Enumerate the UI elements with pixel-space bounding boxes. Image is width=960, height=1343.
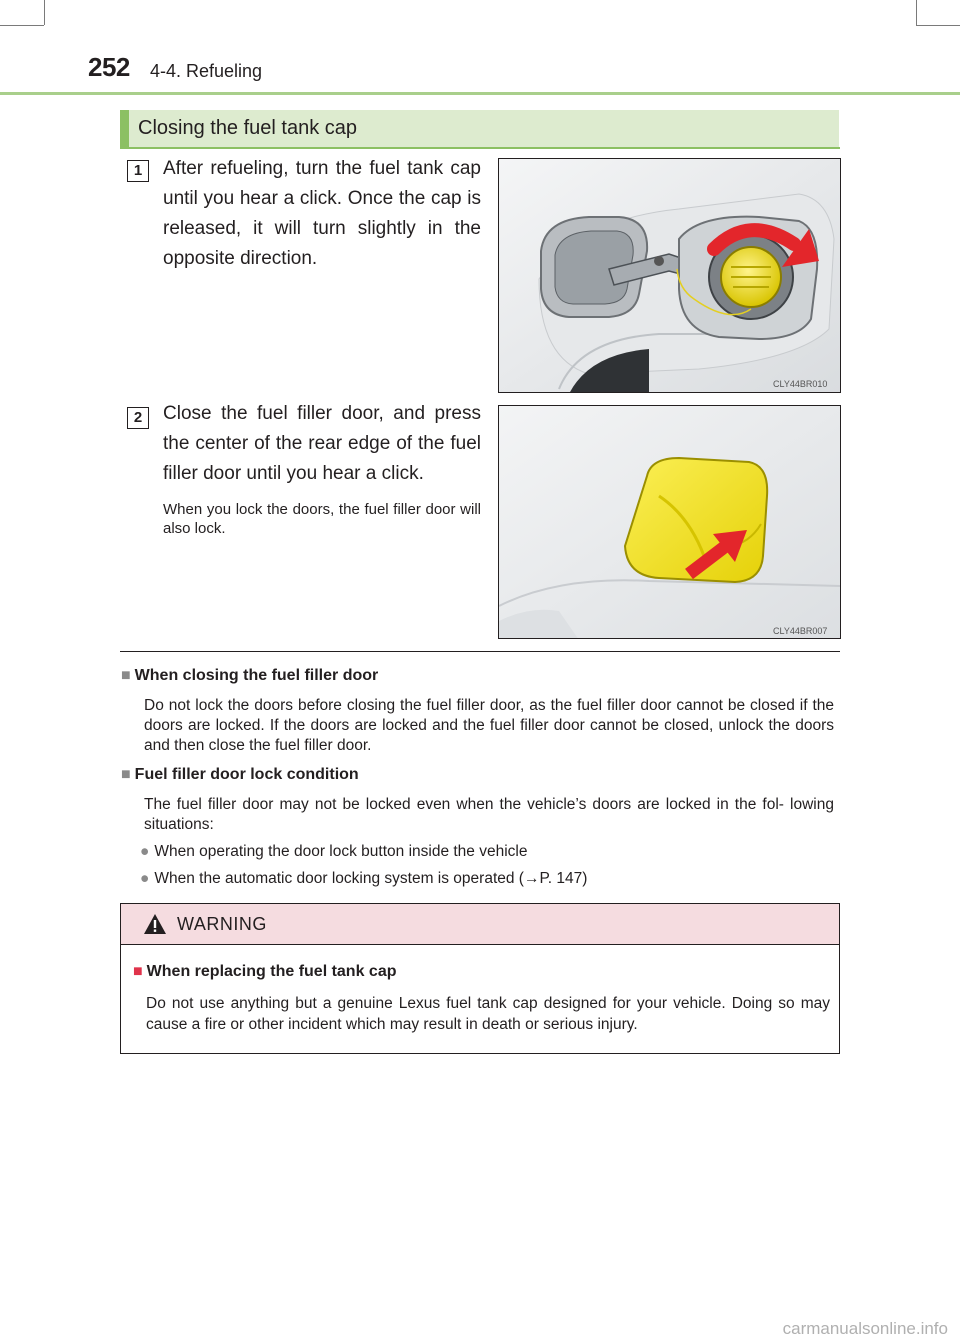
- bullet-dot-icon: ●: [140, 843, 150, 860]
- crop-mark: [916, 25, 960, 26]
- page-number: 252: [88, 52, 130, 82]
- watermark: carmanualsonline.info: [782, 1319, 948, 1338]
- step-text: Close the fuel filler door, and press the center of the rear edge of the fuel filler door until you hear a click.: [163, 403, 481, 484]
- step-badge: 1: [127, 160, 149, 182]
- note-heading: ■ When closing the fuel filler door: [121, 667, 379, 684]
- step-note: When you lock the doors, the fuel filler door will also lock.: [163, 501, 481, 537]
- warning-box: [120, 903, 840, 1054]
- warning-header: [121, 904, 839, 945]
- fuel-door-illustration: [499, 406, 841, 639]
- warning-title: WARNING: [177, 914, 267, 934]
- bullet-item: ● When the automatic door locking system is operated (→P. 147): [140, 870, 588, 887]
- section-heading: [120, 110, 839, 148]
- bullet-dot-icon: ●: [140, 870, 150, 887]
- section-title: 4-4. Refueling: [150, 61, 263, 81]
- section-heading-text: Closing the fuel tank cap: [138, 117, 358, 139]
- fuel-cap-illustration: [499, 159, 841, 393]
- crop-mark: [916, 0, 917, 25]
- section-divider: [120, 651, 840, 652]
- section-heading-rule: [120, 147, 840, 149]
- step-text: After refueling, turn the fuel tank cap until you hear a click. Once the cap is released, it will turn slightly in the opposite direction.: [163, 158, 481, 269]
- note-body: The fuel filler door may not be locked even when the vehicle’s doors are locked in the fol- lowing situations:: [144, 796, 834, 833]
- warning-heading: ■ When replacing the fuel tank cap: [133, 963, 397, 980]
- square-bullet-icon: ■: [133, 963, 143, 980]
- crop-mark: [44, 0, 45, 25]
- note-body: Do not lock the doors before closing the fuel filler door, as the fuel filler door cannot be closed if the doors are locked. If the doors are locked and the fuel filler door cannot be closed, unlock the doors and then close the fuel filler door.: [144, 697, 834, 754]
- figure-code-1: CLY44BR010: [773, 379, 828, 389]
- warning-triangle-icon: [143, 913, 167, 935]
- header-rule: [0, 92, 960, 95]
- warning-body: Do not use anything but a genuine Lexus fuel tank cap designed for your vehicle. Doing so may cause a fire or other incident which may result in death or serious injury.: [146, 995, 830, 1033]
- crop-mark: [0, 25, 44, 26]
- step-badge: 2: [127, 407, 149, 429]
- figure-code-2: CLY44BR007: [773, 626, 828, 636]
- fuel-cap-figure: [498, 158, 841, 393]
- fuel-door-figure: [498, 405, 841, 639]
- square-bullet-icon: ■: [121, 667, 131, 684]
- square-bullet-icon: ■: [121, 766, 131, 783]
- note-heading: ■ Fuel filler door lock condition: [121, 766, 359, 783]
- bullet-item: ● When operating the door lock button inside the vehicle: [140, 843, 528, 860]
